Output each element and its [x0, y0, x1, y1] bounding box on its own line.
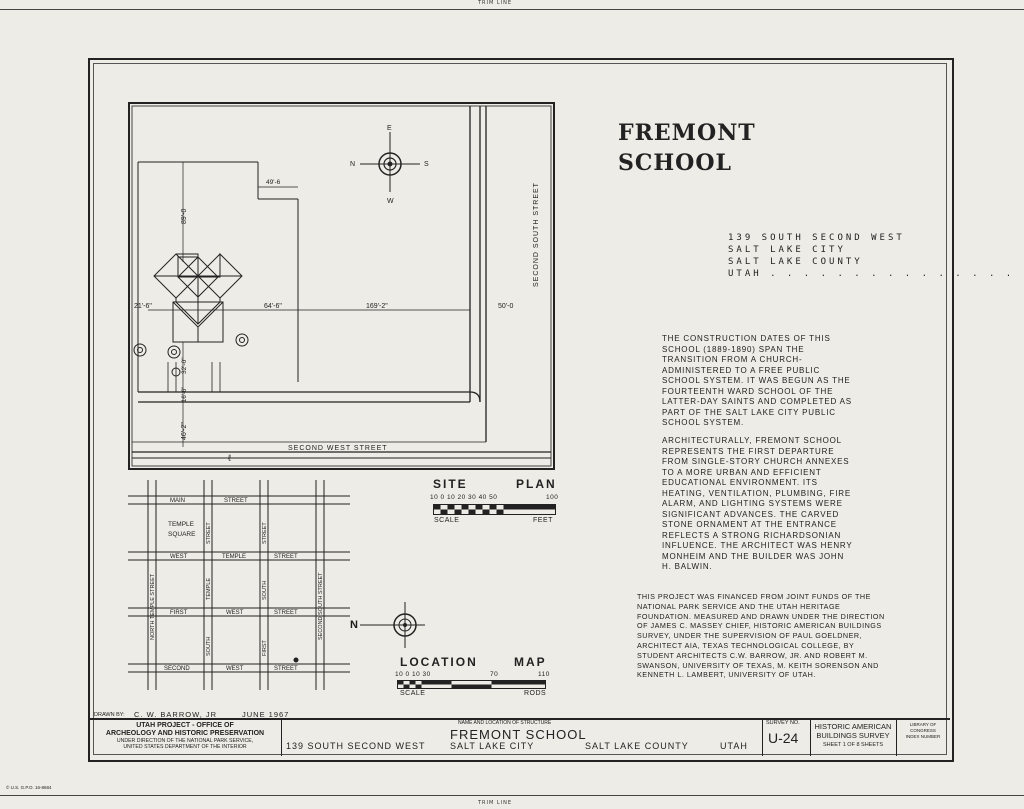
dim-89: 89'-0: [181, 208, 188, 224]
location-scale-110: 110: [538, 671, 550, 678]
map-street-v1: STREET: [206, 522, 212, 544]
map-street-1: STREET: [224, 498, 248, 504]
site-scale-ticks: 10 0 10 20 30 40 50: [430, 494, 498, 501]
site-compass: [360, 132, 420, 192]
trim-rule-bottom: [0, 795, 1024, 796]
dim-46: 46'-2": [181, 422, 188, 440]
habs-block: [812, 722, 894, 748]
title-block-divider-3: [810, 718, 811, 756]
map-temple-2: TEMPLE: [222, 554, 247, 560]
map-street-3: STREET: [274, 610, 298, 616]
map-second-south: SECOND SOUTH STREET: [318, 572, 324, 640]
compass-n: N: [350, 161, 356, 168]
trim-line-top-label: TRIM LINE: [478, 0, 513, 6]
address-line-1: 139 SOUTH SECOND WEST: [728, 233, 905, 243]
structure-name-label: NAME AND LOCATION OF STRUCTURE: [458, 720, 552, 726]
location-scale-unit: RODS: [524, 690, 547, 697]
map-square: SQUARE: [168, 531, 196, 538]
dim-169: 169'-2": [366, 303, 388, 310]
map-temple-v: TEMPLE: [206, 577, 212, 600]
compass-e: E: [387, 125, 392, 132]
library-stamp-line-1: LIBRARY OF CONGRESS: [909, 722, 937, 733]
office-line-1: UTAH PROJECT - OFFICE OF: [136, 722, 234, 729]
address-block: [728, 232, 1014, 280]
sheet-count: SHEET 1 OF 8 SHEETS: [822, 742, 884, 748]
map-west-1: WEST: [170, 554, 188, 560]
trim-line-bottom-label: TRIM LINE: [478, 800, 513, 806]
map-second: SECOND: [164, 666, 190, 672]
site-plan-title-right: PLAN: [516, 477, 557, 491]
title-block-divider-2: [762, 718, 763, 756]
site-plan-title-left: SITE: [433, 477, 468, 491]
structure-county: SALT LAKE COUNTY: [585, 741, 689, 751]
history-paragraph: THE CONSTRUCTION DATES OF THIS SCHOOL (1889-1890) SPAN THE TRANSITION FROM A CHURCH-ADMINISTERED TO A FREE PUBLIC SCHOOL SYSTEM. IT WAS BEGUN AS THE FOURTEENTH WARD SCHOOL OF THE LATTER-DAY SAINTS AND COMPLETED AS PART OF THE SALT LAKE CITY PUBLIC SCHOOL SYSTEM.: [662, 334, 852, 427]
map-south-v2: SOUTH: [262, 580, 268, 600]
library-stamp-line-2: INDEX NUMBER: [905, 734, 941, 739]
address-line-3: SALT LAKE COUNTY: [728, 257, 863, 267]
dim-16: 16'-6": [182, 386, 188, 402]
site-scale-label: SCALE: [434, 517, 460, 524]
tree-symbols: [134, 334, 248, 376]
location-map-drawing: [128, 480, 350, 690]
title-block-divider-4: [896, 718, 897, 756]
library-stamp: [898, 722, 948, 740]
structure-city: SALT LAKE CITY: [450, 741, 535, 751]
credits-paragraph: THIS PROJECT WAS FINANCED FROM JOINT FUNDS OF THE NATIONAL PARK SERVICE AND THE UTAH HERITAGE FOUNDATION. MEASURED AND DRAWN UNDER THE DIRECTION OF JAMES C. MASSEY CHIEF, HISTORIC AMERICAN BUILDINGS SURVEY, UNDER THE SUPERVISION OF PAUL GOELDNER, ARCHITECT AIA, TEXAS TECHNOLOGICAL COLLEGE, BY STUDENT ARCHITECTS C.W. BARROW, JR. AND ROBERT M. SWANSON, UNIVERSITY OF TEXAS, M. KEITH SORENSON AND KENNETH L. LAMBERT, UNIVERSITY OF UTAH.: [637, 592, 885, 680]
survey-label: SURVEY NO.: [766, 720, 800, 726]
habs-line-1: HISTORIC AMERICAN: [814, 722, 892, 731]
survey-number: U-24: [768, 730, 799, 746]
habs-line-2: BUILDINGS SURVEY: [816, 731, 890, 740]
location-north: N: [350, 619, 358, 631]
site-scale-unit: FEET: [533, 517, 553, 524]
dim-49: 49'-6: [266, 179, 281, 186]
map-street-4: STREET: [274, 666, 298, 672]
location-map-title-left: LOCATION: [400, 655, 478, 669]
structure-name: FREMONT SCHOOL: [450, 727, 587, 742]
drawn-date: JUNE 1967: [242, 710, 290, 719]
location-scale-label: SCALE: [400, 690, 426, 697]
location-scale-ticks: 10 0 10 30: [395, 671, 431, 678]
street-label-second-south: SECOND SOUTH STREET: [533, 182, 540, 287]
site-scale-end: 100: [546, 494, 559, 501]
address-line-2: SALT LAKE CITY: [728, 245, 846, 255]
office-block: [92, 722, 278, 750]
structure-address: 139 SOUTH SECOND WEST: [286, 741, 426, 751]
location-map-title-right: MAP: [514, 655, 547, 669]
structure-state: UTAH: [720, 741, 748, 751]
dim-21: 21'-6": [134, 303, 152, 310]
drawn-by-name: C. W. BARROW, JR: [134, 710, 218, 719]
site-scale-bar: [433, 504, 557, 516]
address-line-4: UTAH . . . . . . . . . . . . . . .: [728, 269, 1015, 279]
map-west-3: WEST: [226, 666, 244, 672]
drawing-title-line1: FREMONT: [618, 120, 756, 146]
map-first-1: FIRST: [170, 610, 188, 616]
compass-w: W: [387, 198, 394, 205]
office-line-2: ARCHEOLOGY AND HISTORIC PRESERVATION: [105, 730, 265, 737]
dim-32: 32'-0": [181, 357, 188, 374]
map-north-temple: NORTH TEMPLE STREET: [150, 573, 156, 640]
svg-text:ℓ: ℓ: [228, 453, 231, 463]
site-plan-drawing: [128, 102, 556, 472]
map-street-2: STREET: [274, 554, 298, 560]
architecture-paragraph: ARCHITECTURALLY, FREMONT SCHOOL REPRESENTS THE FIRST DEPARTURE FROM SINGLE-STORY CHURCH ANNEXES TO A MORE URBAN AND EFFICIENT EDUCATIONAL ENVIRONMENT. ITS HEATING, VENTILATION, PLUMBING, FIRE ALARM, AND LIGHTING SYSTEMS WERE SIGNIFICANT ADVANCES. THE CARVED STONE ORNAMENT AT THE ENTRANCE REFLECTS A STRONG RICHARDSONIAN INFLUENCE. THE ARCHITECT WAS HENRY MONHEIM AND THE BUILDER WAS JOHN H. BALWIN.: [662, 436, 853, 571]
drawn-by-label: DRAWN BY:: [94, 712, 125, 718]
compass-s: S: [424, 161, 429, 168]
office-line-4: UNITED STATES DEPARTMENT OF THE INTERIOR: [123, 744, 247, 750]
map-temple: TEMPLE: [168, 521, 195, 528]
school-building-roof: [154, 254, 242, 342]
street-label-second-west: SECOND WEST STREET: [288, 445, 388, 452]
map-first-v: FIRST: [262, 640, 268, 656]
map-south-v1: SOUTH: [206, 636, 212, 656]
dim-50: 50'-0: [498, 303, 514, 310]
location-scale-bar: [397, 680, 547, 690]
location-scale-70: 70: [490, 671, 499, 678]
map-main: MAIN: [170, 498, 185, 504]
location-compass: [350, 600, 430, 650]
trim-rule-top: [0, 9, 1024, 10]
office-line-3: UNDER DIRECTION OF THE NATIONAL PARK SERVICE,: [116, 738, 254, 744]
dim-64: 64'-6": [264, 303, 282, 310]
drawing-title-line2: SCHOOL: [618, 150, 732, 176]
printer-mark: © U.S. G.P.O. 16-8684: [6, 785, 52, 790]
map-street-v2: STREET: [262, 522, 268, 544]
title-block-divider-1: [281, 718, 282, 756]
map-west-2: WEST: [226, 610, 244, 616]
